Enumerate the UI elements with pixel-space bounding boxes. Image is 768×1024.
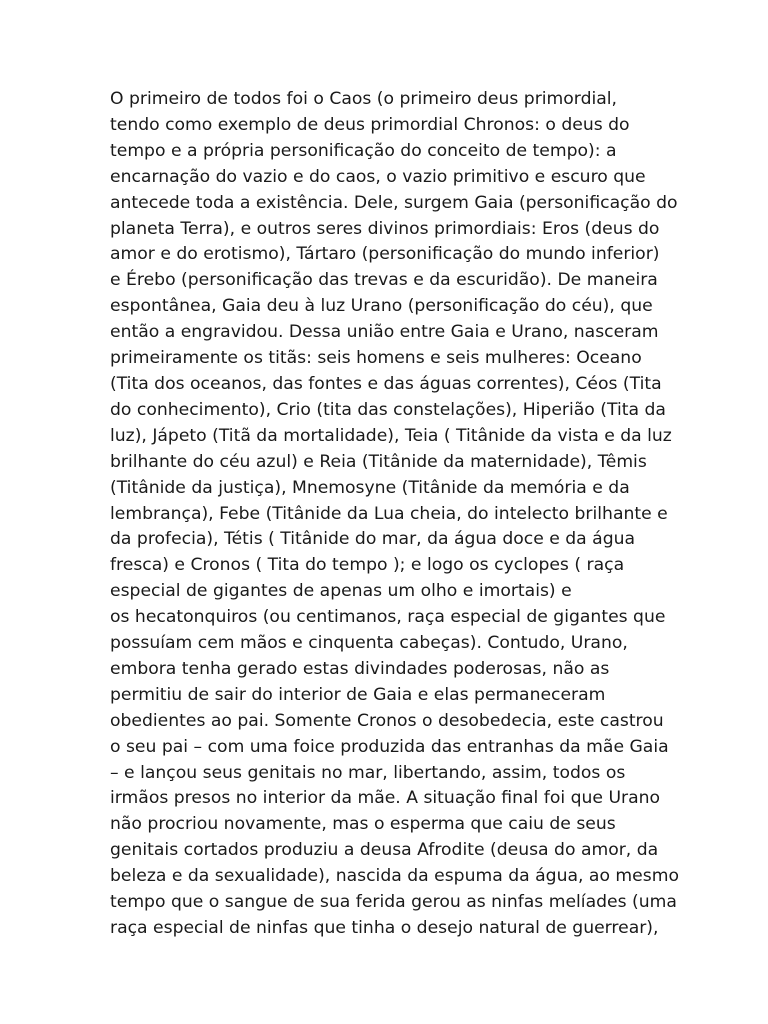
text-line: antecede toda a existência. Dele, surgem Gaia (personificação do [110,192,678,213]
text-line: brilhante do céu azul) e Reia (Titânide da maternidade), Têmis [110,451,647,472]
text-line: então a engravidou. Dessa união entre Gaia e Urano, nasceram [110,322,659,343]
text-line: tempo que o sangue de sua ferida gerou as ninfas melíades (uma [110,892,677,913]
text-line: e Érebo (personificação das trevas e da escuridão). De maneira [110,270,658,291]
text-line: tempo e a própria personificação do conceito de tempo): a [110,140,617,161]
text-line: obedientes ao pai. Somente Cronos o desobedecia, este castrou [110,710,664,731]
text-line: da profecia), Tétis ( Titânide do mar, da água doce e da água [110,529,636,550]
text-line: embora tenha gerado estas divindades poderosas, não as [110,658,610,679]
text-line: especial de gigantes de apenas um olho e imortais) e [110,581,572,602]
text-line: – e lançou seus genitais no mar, libertando, assim, todos os [110,762,626,783]
text-line: fresca) e Cronos ( Tita do tempo ); e logo os cyclopes ( raça [110,555,625,576]
text-line: planeta Terra), e outros seres divinos primordiais: Eros (deus do [110,218,660,239]
text-line: (Tita dos oceanos, das fontes e das águas correntes), Céos (Tita [110,373,662,394]
text-line: amor e do erotismo), Tártaro (personificação do mundo inferior) [110,244,660,265]
text-line: espontânea, Gaia deu à luz Urano (personificação do céu), que [110,296,653,317]
text-line: encarnação do vazio e do caos, o vazio primitivo e escuro que [110,166,646,187]
text-line: O primeiro de todos foi o Caos (o primeiro deus primordial, [110,89,618,109]
text-line: permitiu de sair do interior de Gaia e elas permaneceram [110,684,606,705]
text-line: primeiramente os titãs: seis homens e seis mulheres: Oceano [110,348,642,369]
text-line: tendo como exemplo de deus primordial Chronos: o deus do [110,114,630,135]
body-paragraph [110,87,679,942]
text-line: irmãos presos no interior da mãe. A situação final foi que Urano [110,788,661,809]
text-line: do conhecimento), Crio (tita das constelações), Hiperião (Tita da [110,399,666,420]
text-line: genitais cortados produziu a deusa Afrodite (deusa do amor, da [110,840,659,861]
text-line: os hecatonquiros (ou centimanos, raça especial de gigantes que [110,607,666,628]
text-line: beleza e da sexualidade), nascida da espuma da água, ao mesmo [110,866,679,887]
text-line: lembrança), Febe (Titânide da Lua cheia, do intelecto brilhante e [110,503,668,524]
text-line: (Titânide da justiça), Mnemosyne (Titânide da memória e da [110,477,630,498]
text-line: não procriou novamente, mas o esperma que caiu de seus [110,814,616,835]
text-line: luz), Jápeto (Titã da mortalidade), Teia ( Titânide da vista e da luz [110,425,672,446]
text-line: o seu pai – com uma foice produzida das entranhas da mãe Gaia [110,736,669,757]
text-line: possuíam cem mãos e cinquenta cabeças). Contudo, Urano, [110,633,628,654]
text-line: raça especial de ninfas que tinha o desejo natural de guerrear), [110,918,659,938]
